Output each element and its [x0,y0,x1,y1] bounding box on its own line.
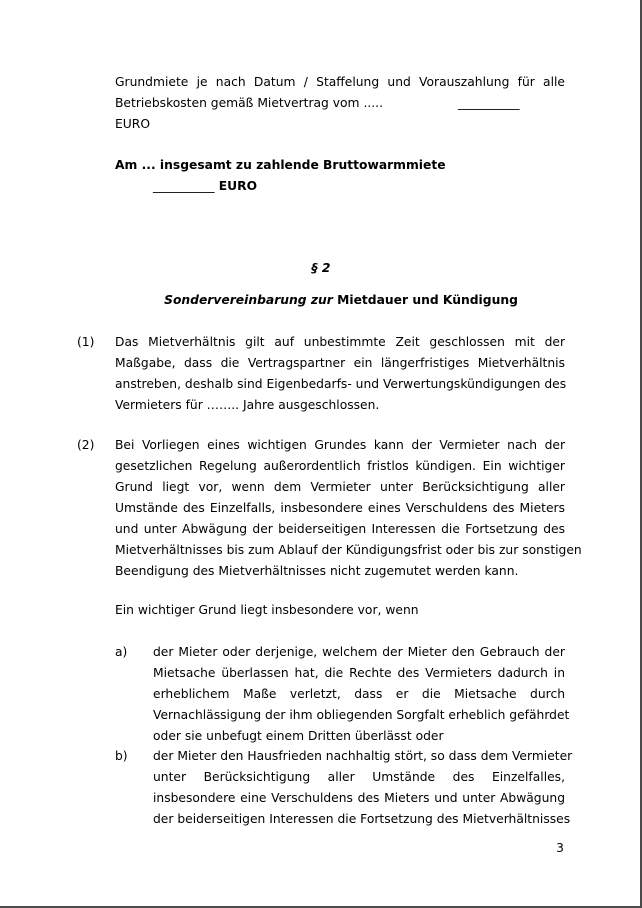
total-rent-currency: EURO [218,179,258,193]
paragraph-1-line: anstreben, deshalb sind Eigenbedarfs- und Verwertungskündigungen des [115,377,567,391]
total-rent [115,155,565,197]
list-marker-a: a) [115,645,128,659]
rent-intro [115,72,565,135]
section-number: § 2 [311,261,331,275]
list-item-a-line: oder sie unbefugt einem Dritten überlässt oder [153,729,444,743]
paragraph-2-line: Umstände des Einzelfalls, insbesondere eines Verschuldens des Mieters [115,501,565,515]
paragraph-2-line: gesetzlichen Regelung außerordentlich fristlos kündigen. Ein wichtiger [115,459,565,473]
paragraph-1-line: Maßgabe, dass die Vertragspartner ein längerfristiges Mietverhältnis [115,356,565,370]
paragraph-1-line: Das Mietverhältnis gilt auf unbestimmte Zeit geschlossen mit der [115,335,565,349]
paragraph-2 [115,435,582,582]
list-item-a [153,642,570,747]
paragraph-1-number: (1) [77,335,95,349]
list-item-b-line: insbesondere eine Verschuldens des Mieters und unter Abwägung [153,791,565,805]
section-title [115,290,567,311]
rent-intro-line-2-text: Betriebskosten gemäß Mietvertrag vom ..... [115,96,383,110]
list-item-a-line: der Mieter oder derjenige, welchem der Mieter den Gebrauch der [153,645,565,659]
paragraph-2-number: (2) [77,438,95,452]
total-rent-label: Am ... insgesamt zu zahlende Bruttowarmmiete [115,158,446,172]
rent-intro-line-2 [115,93,565,114]
paragraph-2-line: Grund liegt vor, wenn dem Vermieter unter Berücksichtigung aller [115,480,565,494]
list-item-a-line: Vernachlässigung der ihm obliegenden Sorgfalt erheblich gefährdet [153,708,570,722]
total-rent-blank: __________ [153,179,215,193]
list-item-a-line: Mietsache überlassen hat, die Rechte des Vermieters dadurch in [153,666,565,680]
paragraph-2-line: Bei Vorliegen eines wichtigen Grundes kann der Vermieter nach der [115,438,565,452]
list-item-a-line: erheblichem Maße verletzt, dass er die Mietsache durch [153,687,565,701]
paragraph-2-line: Beendigung des Mietverhältnisses nicht zugemutet werden kann. [115,564,519,578]
page-number: 3 [556,841,564,855]
list-item-b-line: der Mieter den Hausfrieden nachhaltig stört, so dass dem Vermieter [153,749,573,763]
paragraph-2-line: und unter Abwägung der beiderseitigen Interessen die Fortsetzung des [115,522,565,536]
paragraph-2-line: Mietverhältnisses bis zum Ablauf der Kündigungsfrist oder bis zur sonstigen [115,543,582,557]
total-rent-line-2 [115,176,565,197]
list-marker-b: b) [115,749,128,763]
list-item-b [153,746,573,830]
section-title-rest: Mietdauer und Kündigung [337,293,518,307]
list-intro: Ein wichtiger Grund liegt insbesondere vor, wenn [115,603,419,617]
rent-intro-line-1: Grundmiete je nach Datum / Staffelung und Vorauszahlung für alle [115,75,565,89]
paragraph-1 [115,332,565,416]
rent-intro-currency: EURO [115,117,150,131]
section-title-italic: Sondervereinbarung zur [164,293,333,307]
rent-intro-blank: __________ [458,96,520,110]
list-item-b-line: der beiderseitigen Interessen die Fortsetzung des Mietverhältnisses [153,812,571,826]
paragraph-1-line: Vermieters für …….. Jahre ausgeschlossen. [115,398,380,412]
list-item-b-line: unter Berücksichtigung aller Umstände des Einzelfalles, [153,770,565,784]
